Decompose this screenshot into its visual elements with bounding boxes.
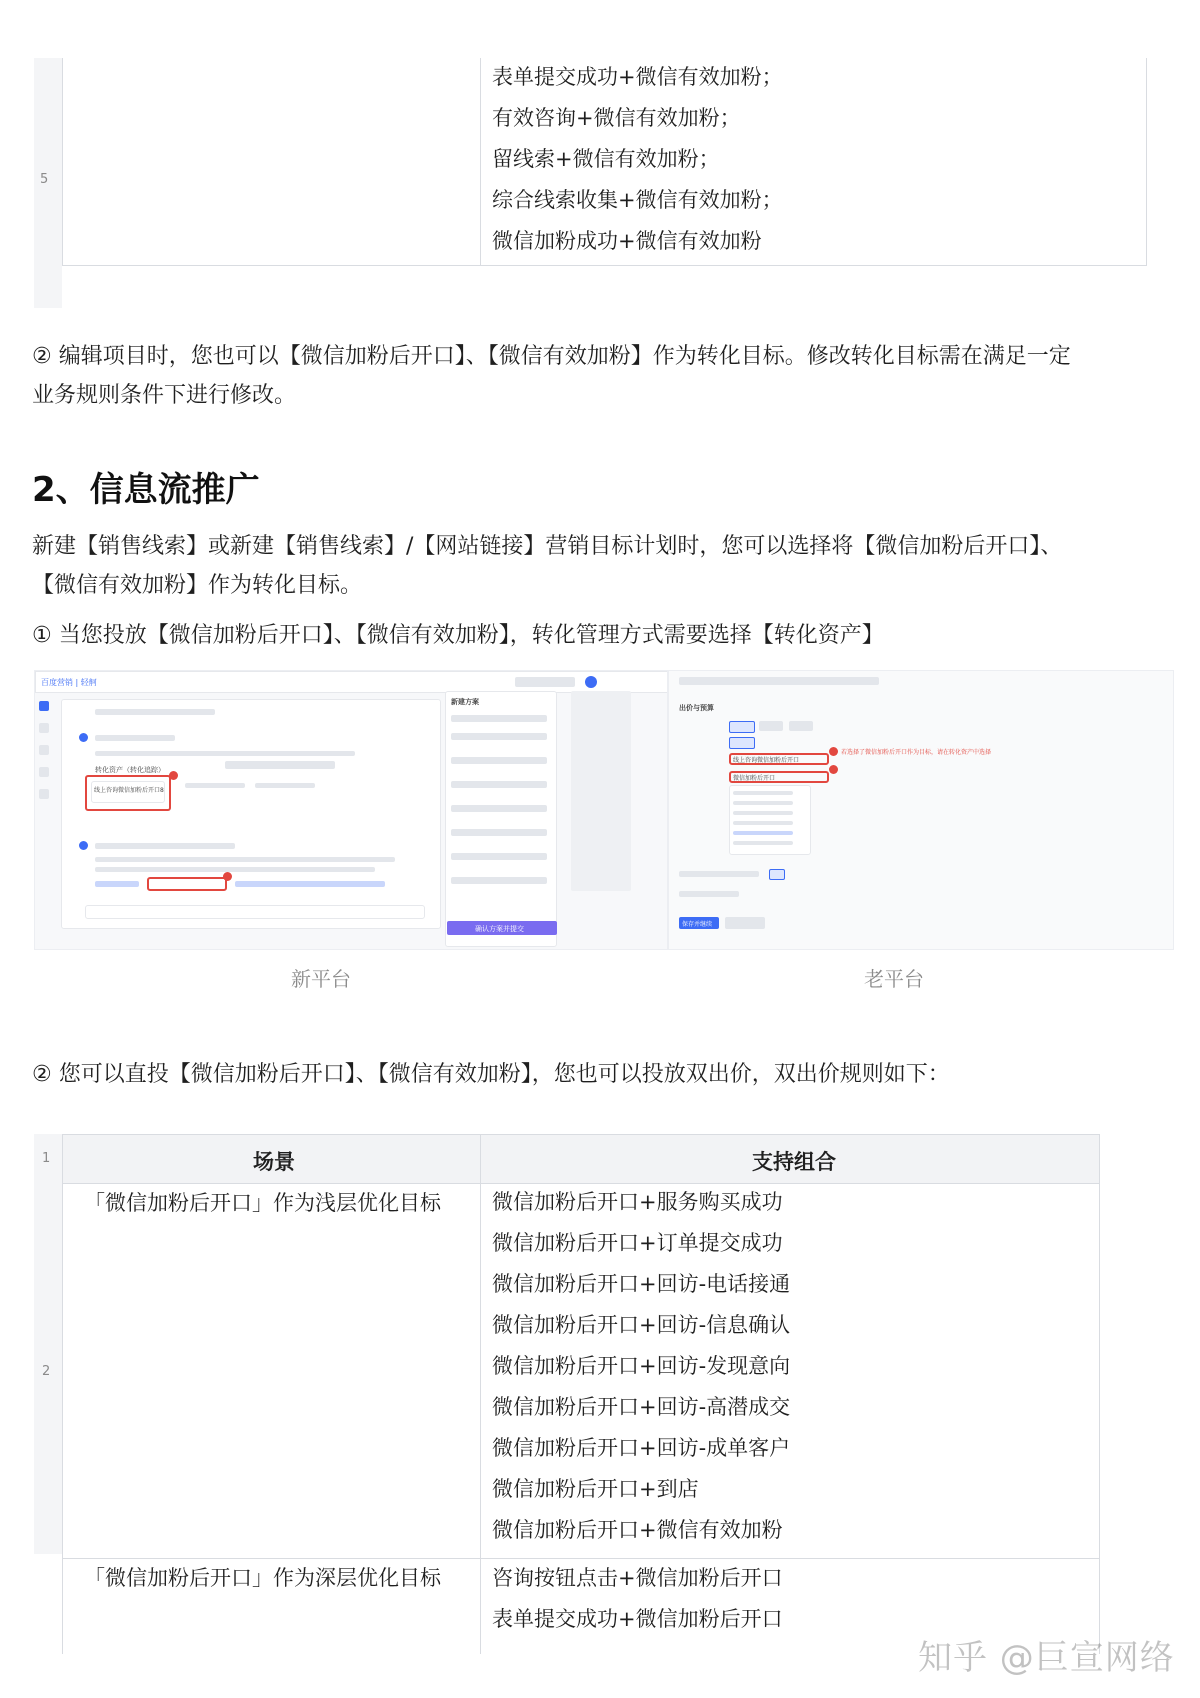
avatar <box>585 676 597 688</box>
menu-item-active <box>733 831 793 835</box>
header-scene: 场景 <box>253 1150 295 1174</box>
row-number: 2 <box>42 1364 51 1379</box>
combination-item: 微信加粉成功+微信有效加粉 <box>492 229 762 253</box>
nav-icon <box>39 701 49 711</box>
text-line <box>95 735 175 741</box>
table-header-row <box>63 1135 1099 1184</box>
text-line <box>95 843 235 849</box>
nav-icon <box>39 723 49 733</box>
text-line <box>679 871 759 877</box>
main-panel <box>61 699 441 929</box>
watermark: 知乎 @巨宣网络 <box>918 1638 1175 1678</box>
select-2: 微信加粉后开口 <box>733 775 776 782</box>
paragraph-conversion-asset: ① 当您投放【微信加粉后开口】、【微信有效加粉】，转化管理方式需要选择【转化资产】 <box>32 623 884 648</box>
top-row <box>679 677 879 685</box>
combination-item: 微信加粉后开口+微信有效加粉 <box>492 1518 783 1542</box>
paragraph-dual-bid: ② 您可以直投【微信加粉后开口】、【微信有效加粉】，您也可以投放双出价，双出价规则如下： <box>32 1062 950 1087</box>
menu-item <box>733 841 793 845</box>
combination-item: 有效咨询+微信有效加粉； <box>492 106 741 130</box>
row <box>451 829 547 836</box>
row <box>451 853 547 860</box>
row-number-gutter <box>34 1134 62 1554</box>
combination-item: 留线索+微信有效加粉； <box>492 147 720 171</box>
paragraph-edit-project: ② 编辑项目时，您也可以【微信加粉后开口】、【微信有效加粉】作为转化目标。修改转化目标需在满足一定 <box>32 344 1071 369</box>
combination-item: 微信加粉后开口+订单提交成功 <box>492 1231 783 1255</box>
asset-option: 线上咨询微信加粉后开口8 <box>94 787 164 794</box>
section-heading: 2、信息流推广 <box>32 470 260 510</box>
combination-item: 综合线索收集+微信有效加粉； <box>492 188 783 212</box>
paragraph-new-plan: 新建【销售线索】或新建【销售线索】/【网站链接】营销目标计划时，您可以选择将【微信加粉后开口】、 <box>32 534 1063 559</box>
marker-dot <box>169 771 178 780</box>
menu-item <box>733 811 793 815</box>
select-box <box>225 761 335 769</box>
option-selected <box>729 737 755 749</box>
menu-item <box>733 801 793 805</box>
plan-title: 新建方案 <box>451 698 479 706</box>
tag <box>95 881 139 887</box>
row <box>451 805 547 812</box>
toggle <box>769 869 785 880</box>
paragraph-new-plan-cont: 【微信有效加粉】作为转化目标。 <box>32 573 363 598</box>
row <box>451 781 547 788</box>
asset-title: 转化资产（转化追踪） <box>95 766 165 774</box>
text-line <box>95 751 355 756</box>
column-divider <box>480 1135 481 1654</box>
combination-item: 微信加粉后开口+回访-高潜成交 <box>492 1395 791 1419</box>
text-line <box>95 709 215 715</box>
new-platform-screenshot <box>34 670 668 950</box>
row <box>451 877 547 884</box>
submit-label: 确认方案并提交 <box>475 925 524 933</box>
paragraph-edit-project-cont: 业务规则条件下进行修改。 <box>32 383 297 408</box>
chat-input <box>85 905 425 919</box>
nav-icon <box>39 767 49 777</box>
search-box <box>515 677 575 687</box>
combination-item: 表单提交成功+微信有效加粉； <box>492 65 783 89</box>
nav-icon <box>39 745 49 755</box>
menu-item <box>733 821 793 825</box>
option-selected <box>729 721 755 733</box>
text-line <box>679 891 739 897</box>
combination-item: 表单提交成功+微信加粉后开口 <box>492 1607 783 1631</box>
menu-item <box>733 791 793 795</box>
side-panel <box>445 691 557 947</box>
old-platform-screenshot <box>668 670 1174 950</box>
row-number: 5 <box>40 172 49 187</box>
text-line <box>255 783 315 788</box>
highlight-box <box>147 877 227 891</box>
combination-item: 微信加粉后开口+回访-电话接通 <box>492 1272 791 1296</box>
option <box>759 721 783 731</box>
hint-text: 若选择了微信加粉后开口作为目标，请在转化资产中选择 <box>841 749 992 756</box>
combination-cell-shallow <box>492 1182 790 1551</box>
row <box>451 733 547 740</box>
combination-item: 微信加粉后开口+回访-成单客户 <box>492 1436 791 1460</box>
tag-row <box>235 881 385 887</box>
text-line <box>95 857 395 862</box>
row <box>451 757 547 764</box>
combination-item: 微信加粉后开口+到店 <box>492 1477 699 1501</box>
step-dot <box>79 733 88 742</box>
step-dot <box>79 841 88 850</box>
marker-dot <box>829 747 838 756</box>
text-line <box>185 783 245 788</box>
combination-item: 咨询按钮点击+微信加粉后开口 <box>492 1566 783 1590</box>
scene-shallow: 「微信加粉后开口」作为浅层优化目标 <box>84 1191 441 1215</box>
combination-cell-deep <box>492 1558 783 1640</box>
nav-icon <box>39 789 49 799</box>
combination-item: 微信加粉后开口+服务购买成功 <box>492 1190 783 1214</box>
marker-dot <box>829 765 838 774</box>
text-line <box>95 867 375 872</box>
select-1: 线上咨询微信加粉后开口 <box>733 757 800 764</box>
button <box>725 917 765 929</box>
marker-dot <box>223 872 232 881</box>
combination-item: 微信加粉后开口+回访-发现意向 <box>492 1354 791 1378</box>
scene-deep: 「微信加粉后开口」作为深层优化目标 <box>84 1566 441 1590</box>
combination-item: 微信加粉后开口+回访-信息确认 <box>492 1313 791 1337</box>
save-label: 保存并继续 <box>682 921 713 928</box>
top-combination-cell <box>492 57 783 262</box>
header-combination: 支持组合 <box>752 1150 836 1174</box>
row-number: 1 <box>42 1151 51 1166</box>
nav-column <box>571 691 631 891</box>
brand-logo: 百度营销 | 轻舸 <box>41 678 97 687</box>
column-divider <box>480 58 481 265</box>
caption-old-platform: 老平台 <box>864 967 924 991</box>
section-label: 出价与预算 <box>679 704 714 712</box>
option <box>789 721 813 731</box>
row <box>451 715 547 722</box>
caption-new-platform: 新平台 <box>291 967 351 991</box>
